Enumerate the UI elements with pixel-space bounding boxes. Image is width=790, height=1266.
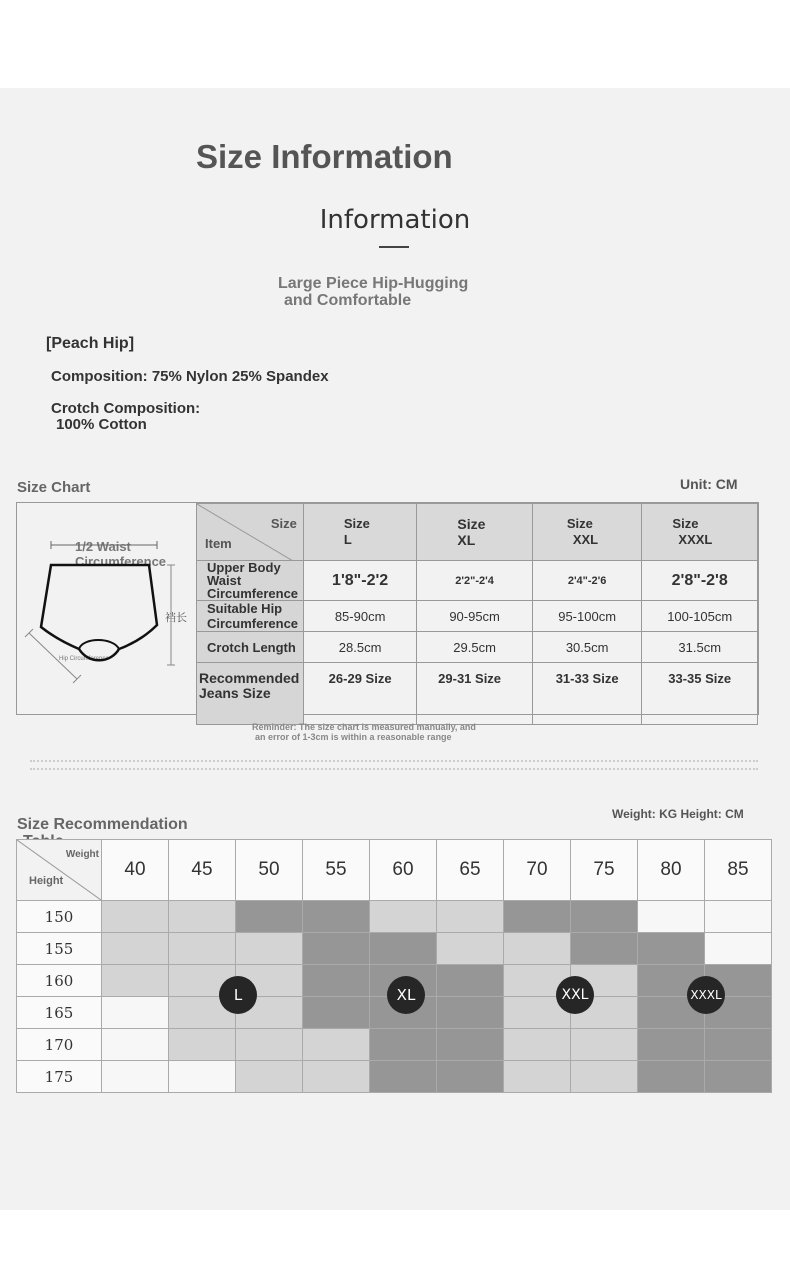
weight-header: 85 bbox=[705, 840, 772, 901]
rec-cell bbox=[102, 1029, 169, 1061]
cell-jeans-xxxl: 33-35 Size bbox=[642, 663, 758, 725]
rec-cell bbox=[370, 1061, 437, 1093]
recommendation-unit: Weight: KG Height: CM bbox=[612, 807, 744, 821]
page-title: Size Information bbox=[196, 138, 453, 175]
rec-cell bbox=[705, 901, 772, 933]
rec-cell bbox=[303, 997, 370, 1029]
rec-cell bbox=[638, 901, 705, 933]
rec-cell bbox=[437, 1061, 504, 1093]
row-label-crotch: Crotch Length bbox=[197, 632, 304, 663]
weight-header: 70 bbox=[504, 840, 571, 901]
reminder-line-1: Reminder: The size chart is measured manually, and bbox=[252, 722, 476, 732]
cell-hip-xxxl: 100-105cm bbox=[642, 601, 758, 632]
corner-size-label: Size bbox=[270, 516, 297, 531]
cell-crotch-l: 28.5cm bbox=[303, 632, 416, 663]
weight-header: 75 bbox=[571, 840, 638, 901]
height-label: 150 bbox=[17, 901, 102, 933]
product-name: [Peach Hip] bbox=[46, 335, 135, 352]
size-chart bbox=[16, 502, 759, 715]
rec-cell bbox=[370, 1029, 437, 1061]
recommendation-table bbox=[16, 839, 772, 1093]
rec-cell bbox=[705, 1061, 772, 1093]
rec-cell bbox=[102, 965, 169, 997]
cell-waist-xxl: 2'4"-2'6 bbox=[532, 561, 642, 601]
rec-cell bbox=[102, 933, 169, 965]
rec-cell bbox=[638, 1061, 705, 1093]
rec-cell bbox=[303, 1029, 370, 1061]
recommendation-label-1: Size Recommendation bbox=[17, 816, 188, 833]
cell-crotch-xxl: 30.5cm bbox=[532, 632, 642, 663]
tagline bbox=[278, 275, 468, 309]
weight-header: 80 bbox=[638, 840, 705, 901]
rec-cell bbox=[303, 901, 370, 933]
rec-cell bbox=[169, 933, 236, 965]
corner-item-label: Item bbox=[205, 536, 232, 551]
rec-cell bbox=[504, 901, 571, 933]
rec-row bbox=[17, 1029, 772, 1061]
weight-header: 45 bbox=[169, 840, 236, 901]
row-label-jeans: Recommended Jeans Size bbox=[197, 663, 304, 725]
corner-diagonal bbox=[197, 504, 293, 561]
rec-cell bbox=[705, 1029, 772, 1061]
dotted-divider bbox=[30, 760, 758, 770]
height-label: 165 bbox=[17, 997, 102, 1029]
height-label: 155 bbox=[17, 933, 102, 965]
size-badge-l: L bbox=[219, 976, 257, 1014]
crotch-composition-value: 100% Cotton bbox=[56, 416, 147, 433]
rec-cell bbox=[638, 933, 705, 965]
weight-header: 65 bbox=[437, 840, 504, 901]
rec-row bbox=[17, 933, 772, 965]
cell-hip-l: 85-90cm bbox=[303, 601, 416, 632]
rec-cell bbox=[102, 1061, 169, 1093]
crotch-composition-label: Crotch Composition: bbox=[51, 400, 201, 417]
crotch-composition bbox=[51, 401, 200, 433]
size-badge-xxl: XXL bbox=[556, 976, 594, 1014]
garment-diagram bbox=[17, 503, 197, 714]
cell-waist-xl: 2'2"-2'4 bbox=[417, 561, 532, 601]
rec-corner bbox=[17, 840, 102, 901]
length-label: 裆长 bbox=[165, 612, 187, 624]
rec-cell bbox=[236, 901, 303, 933]
size-badge-xl: XL bbox=[387, 976, 425, 1014]
brief-outline-icon bbox=[17, 503, 196, 714]
cell-jeans-xl: 29-31 Size bbox=[417, 663, 532, 725]
tagline-line-2: and Comfortable bbox=[284, 292, 412, 309]
size-chart-unit: Unit: CM bbox=[680, 476, 738, 492]
rec-cell bbox=[169, 1029, 236, 1061]
rec-cell bbox=[236, 1061, 303, 1093]
rec-cell bbox=[504, 1061, 571, 1093]
weight-header: 60 bbox=[370, 840, 437, 901]
rec-cell bbox=[102, 997, 169, 1029]
rec-cell bbox=[571, 1029, 638, 1061]
rec-cell bbox=[236, 1029, 303, 1061]
reminder-note bbox=[252, 722, 476, 742]
table-corner bbox=[197, 504, 304, 561]
cell-jeans-l: 26-29 Size bbox=[303, 663, 416, 725]
header-size-xxxl: Size XXXL bbox=[642, 504, 758, 561]
rec-cell bbox=[303, 933, 370, 965]
height-label: 170 bbox=[17, 1029, 102, 1061]
rec-cell bbox=[370, 933, 437, 965]
size-badge-xxxl: XXXL bbox=[687, 976, 725, 1014]
hip-label: Hip Circumference bbox=[59, 656, 109, 662]
composition-text: Composition: 75% Nylon 25% Spandex bbox=[51, 368, 329, 385]
rec-cell bbox=[437, 933, 504, 965]
height-label: 175 bbox=[17, 1061, 102, 1093]
header-size-xl: Size XL bbox=[417, 504, 532, 561]
rec-cell bbox=[437, 965, 504, 997]
rec-cell bbox=[303, 965, 370, 997]
height-label: 160 bbox=[17, 965, 102, 997]
weight-header: 50 bbox=[236, 840, 303, 901]
weight-header: 55 bbox=[303, 840, 370, 901]
cell-waist-xxxl: 2'8"-2'8 bbox=[642, 561, 758, 601]
size-table bbox=[196, 503, 758, 725]
cell-crotch-xl: 29.5cm bbox=[417, 632, 532, 663]
waist-label: 1/2 Waist Circumference bbox=[75, 539, 167, 569]
rec-cell bbox=[370, 901, 437, 933]
cell-hip-xl: 90-95cm bbox=[417, 601, 532, 632]
title-divider bbox=[379, 246, 409, 248]
header-size-l: Size L bbox=[303, 504, 416, 561]
size-chart-label: Size Chart bbox=[17, 479, 91, 496]
rec-cell bbox=[705, 933, 772, 965]
cell-crotch-xxxl: 31.5cm bbox=[642, 632, 758, 663]
rec-row bbox=[17, 1061, 772, 1093]
rec-corner-weight: Weight bbox=[65, 849, 99, 860]
cell-jeans-xxl: 31-33 Size bbox=[532, 663, 642, 725]
cell-waist-l: 1'8"-2'2 bbox=[303, 561, 416, 601]
rec-corner-height: Height bbox=[29, 875, 64, 887]
cell-hip-xxl: 95-100cm bbox=[532, 601, 642, 632]
row-label-hip: Suitable Hip Circumference bbox=[197, 601, 304, 632]
rec-cell bbox=[236, 933, 303, 965]
rec-cell bbox=[169, 1061, 236, 1093]
weight-header: 40 bbox=[102, 840, 169, 901]
rec-cell bbox=[102, 901, 169, 933]
rec-cell bbox=[504, 1029, 571, 1061]
rec-cell bbox=[571, 1061, 638, 1093]
rec-cell bbox=[303, 1061, 370, 1093]
rec-cell bbox=[437, 997, 504, 1029]
tagline-line-1: Large Piece Hip-Hugging bbox=[278, 275, 469, 292]
rec-cell bbox=[638, 1029, 705, 1061]
rec-row bbox=[17, 901, 772, 933]
header-size-xxl: Size XXL bbox=[532, 504, 642, 561]
rec-cell bbox=[571, 933, 638, 965]
section-subtitle: Information bbox=[319, 205, 471, 235]
rec-cell bbox=[169, 901, 236, 933]
rec-cell bbox=[571, 901, 638, 933]
rec-cell bbox=[504, 933, 571, 965]
row-label-waist: Upper Body Waist Circumference bbox=[197, 561, 304, 601]
rec-cell bbox=[437, 901, 504, 933]
rec-cell bbox=[437, 1029, 504, 1061]
reminder-line-2: an error of 1-3cm is within a reasonable range bbox=[255, 732, 452, 742]
